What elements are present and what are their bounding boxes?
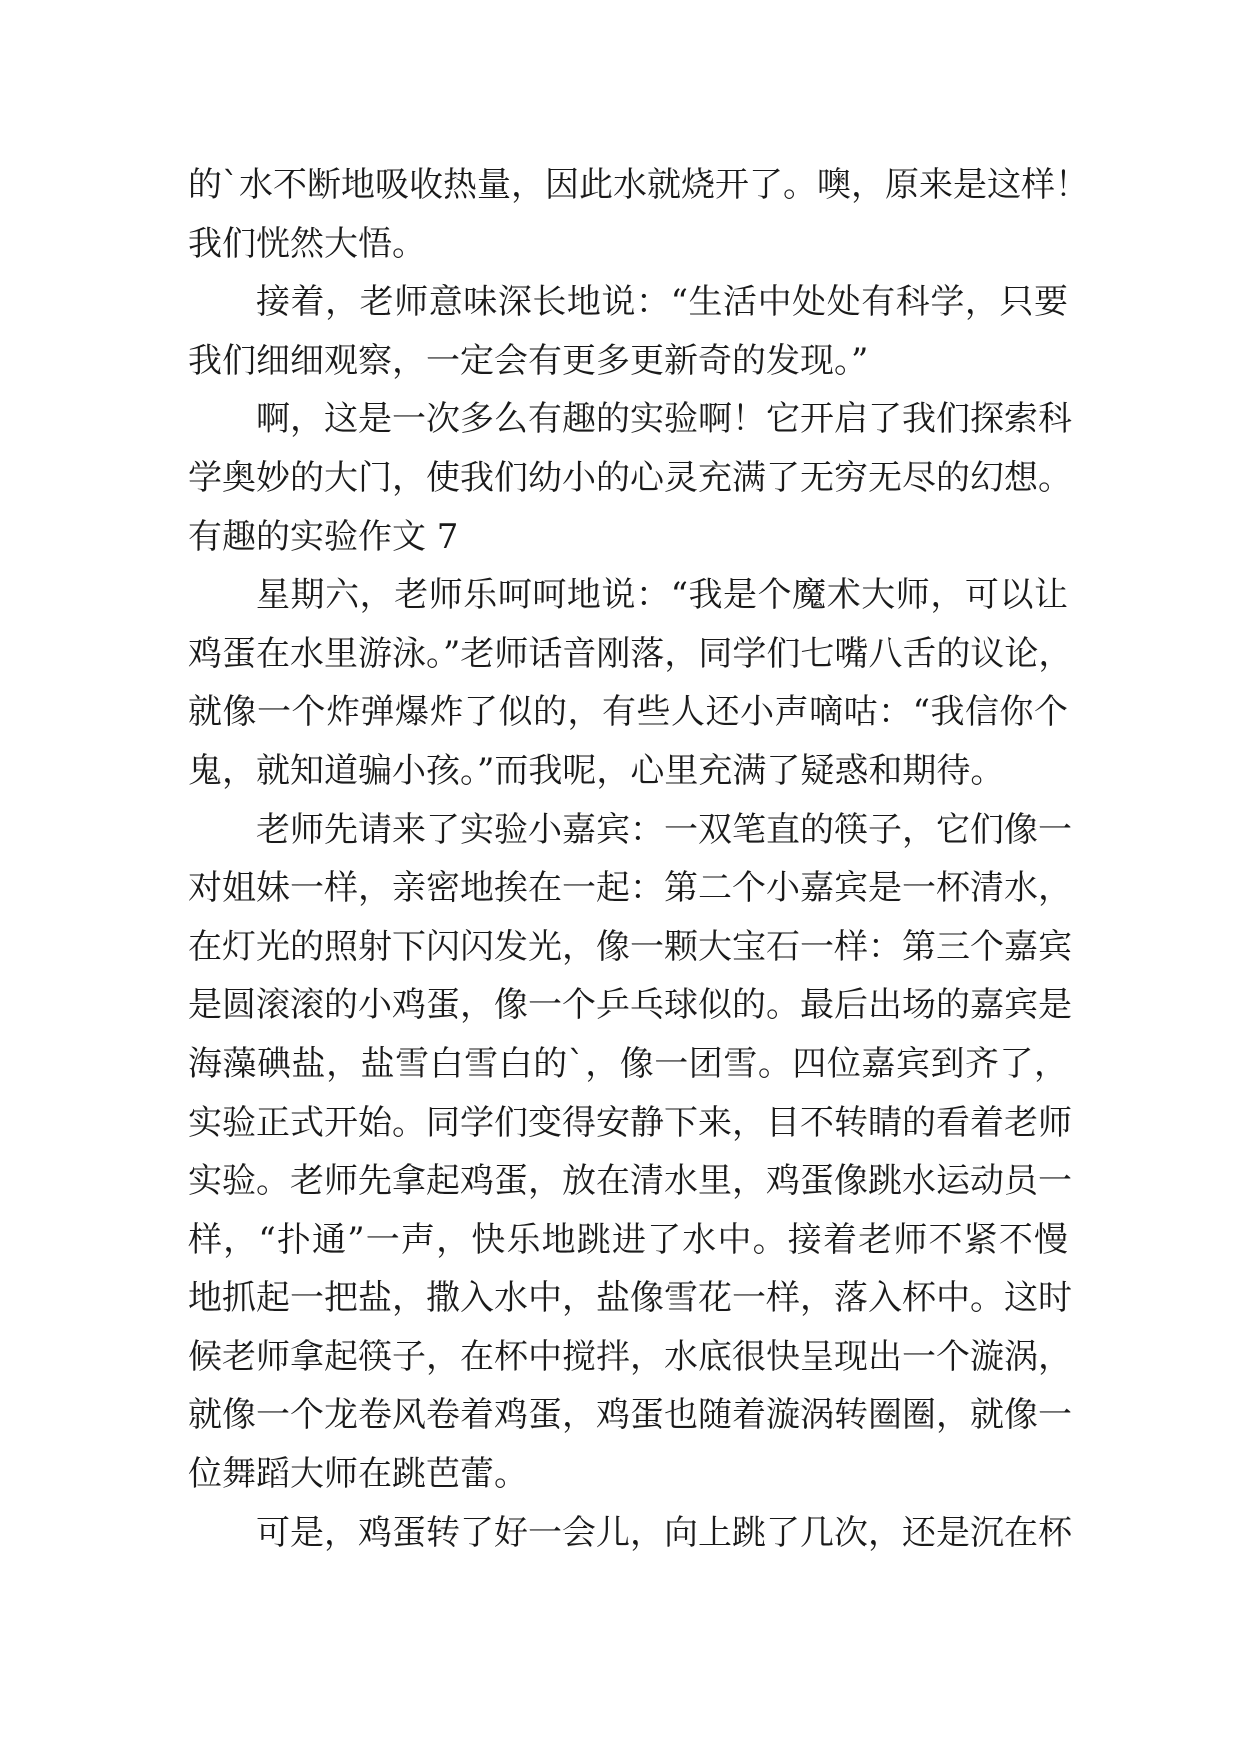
text-line: 候老师拿起筷子，在杯中搅拌，水底很快呈现出一个漩涡， bbox=[188, 1336, 1072, 1377]
text-line: 星期六，老师乐呵呵地说：“我是个魔术大师，可以让 bbox=[256, 575, 1068, 616]
text-line: 我们细细观察，一定会有更多更新奇的发现。” bbox=[188, 340, 869, 381]
text-line: 鸡蛋在水里游泳。”老师话音刚落，同学们七嘴八舌的议论， bbox=[188, 633, 1073, 674]
text-line: 的`水不断地吸收热量，因此水就烧开了。噢，原来是这样！ bbox=[188, 165, 1089, 205]
text-line: 实验正式开始。同学们变得安静下来，目不转睛的看着老师 bbox=[188, 1102, 1072, 1143]
text-line: 鬼，就知道骗小孩。”而我呢，心里充满了疑惑和期待。 bbox=[188, 750, 1005, 791]
text-line: 老师先请来了实验小嘉宾：一双笔直的筷子，它们像一 bbox=[256, 809, 1072, 850]
text-line: 啊，这是一次多么有趣的实验啊！它开启了我们探索科 bbox=[256, 399, 1072, 440]
text-line: 是圆滚滚的小鸡蛋，像一个乒乓球似的。最后出场的嘉宾是 bbox=[188, 985, 1072, 1026]
text-line: 样，“扑通”一声，快乐地跳进了水中。接着老师不紧不慢 bbox=[188, 1219, 1068, 1260]
text-line: 接着，老师意味深长地说：“生活中处处有科学，只要 bbox=[256, 282, 1068, 323]
text-line: 学奥妙的大门，使我们幼小的心灵充满了无穷无尽的幻想。 bbox=[188, 457, 1072, 498]
text-line: 就像一个龙卷风卷着鸡蛋，鸡蛋也随着漩涡转圈圈，就像一 bbox=[188, 1395, 1072, 1436]
text-line: 地抓起一把盐，撒入水中，盐像雪花一样，落入杯中。这时 bbox=[188, 1278, 1072, 1319]
text-line: 就像一个炸弹爆炸了似的，有些人还小声嘀咕：“我信你个 bbox=[188, 692, 1068, 733]
text-line: 对姐妹一样，亲密地挨在一起：第二个小嘉宾是一杯清水， bbox=[188, 868, 1072, 909]
section-heading: 有趣的实验作文 7 bbox=[188, 516, 459, 557]
text-line: 在灯光的照射下闪闪发光，像一颗大宝石一样：第三个嘉宾 bbox=[188, 926, 1072, 967]
text-line: 我们恍然大悟。 bbox=[188, 223, 426, 264]
text-line: 实验。老师先拿起鸡蛋，放在清水里，鸡蛋像跳水运动员一 bbox=[188, 1161, 1072, 1202]
text-line: 海藻碘盐，盐雪白雪白的`，像一团雪。四位嘉宾到齐了， bbox=[188, 1043, 1068, 1084]
text-line: 位舞蹈大师在跳芭蕾。 bbox=[188, 1454, 528, 1495]
document-body bbox=[188, 156, 1089, 1562]
text-line: 可是，鸡蛋转了好一会儿，向上跳了几次，还是沉在杯 bbox=[256, 1512, 1072, 1553]
